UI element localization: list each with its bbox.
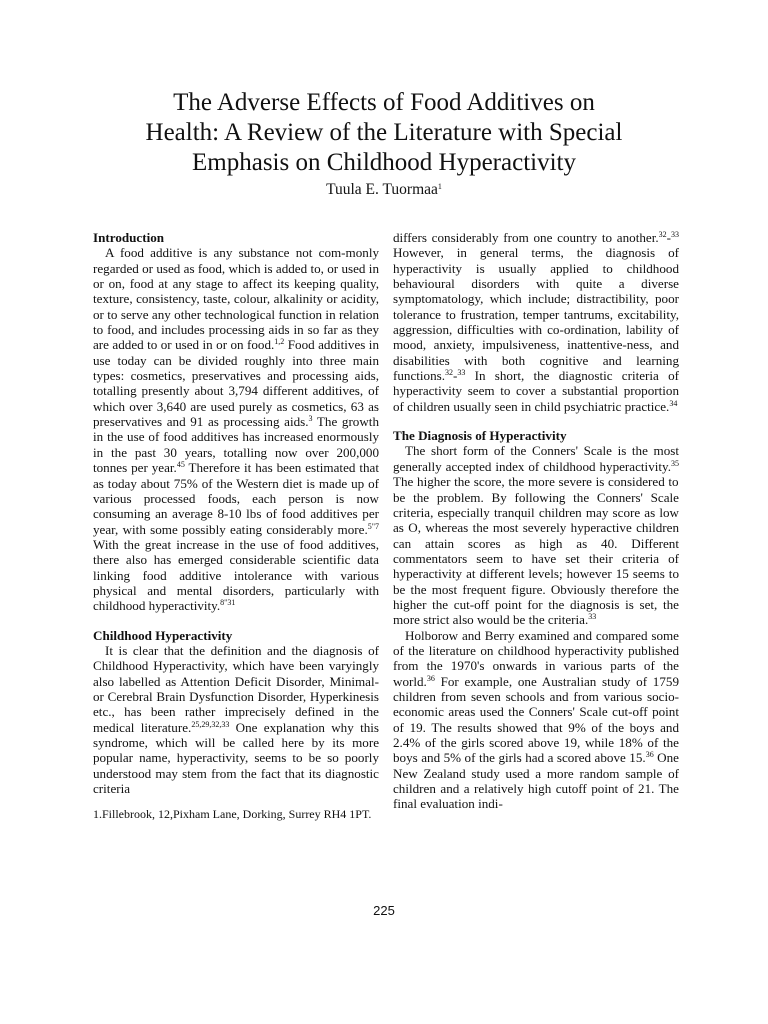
text-run: The short form of the Conners' Scale is the most generally accepted index of childhood hyperactivity. [393, 443, 679, 474]
text-run: It is clear that the definition and the diagnosis of Childhood Hyperactivity, which have been varyingly also labelled as Attention Deficit Disorder, Minimal- or Cerebral Brain Dysfunction Disorder, Hyperkinesis etc., has been rather imprecisely defined in the medical literature. [93, 642, 379, 735]
author-line [60, 180, 708, 200]
diagnosis-paragraph [393, 443, 679, 627]
text-run: However, in general terms, the diagnosis of hyperactivity is usually applied to childhood behavioural disorders with quite a diverse symptomatology, which include; distractibility, poor tolerance to frustration, temper tantrums, excitability, aggression, difficulties with co-ordination, lability of mood, anxiety, impulsiveness, inattentive-ness, and disabilities with both cognitive and learning functions. [393, 245, 679, 384]
citation: 32 [658, 230, 667, 239]
text-run: In short, the diagnostic criteria of hyperactivity seem to cover a substantial proportion of children usually seen in child psychiatric practice. [393, 368, 679, 414]
citation: 45 [176, 460, 185, 470]
citation: 5"7 [367, 521, 379, 531]
citation: 33 [588, 612, 597, 622]
left-column [93, 230, 379, 822]
citation: 1,2 [274, 337, 285, 347]
citation: 25,29,32,33 [191, 719, 230, 729]
text-run: - [666, 230, 671, 245]
citation: 33 [457, 368, 466, 378]
title-line-3: Emphasis on Childhood Hyperactivity [192, 149, 576, 176]
paper-title [60, 88, 708, 178]
text-run: Therefore it has been estimated that as today about 75% of the Western diet is made up of various processed foods, each person is now consuming an average 8-10 lbs of food additives per year, with some possibly eating considerably more. [93, 460, 379, 537]
author-name: Tuula E. Tuormaa [326, 181, 438, 198]
text-run: With the great increase in the use of food additives, there also has emerged considerable scientific data linking food additive intolerance with various physical and mental disorders, particularly with childhood hyperactivity. [93, 536, 379, 614]
text-run: Holborow and Berry examined and compared some of the literature on childhood hyperactivity published from the 1970's onwards in various parts of the world. [393, 627, 679, 689]
text-run: Food additives in use today can be divided roughly into three main types: cosmetics, preservatives and processing aids, totalling presently about 3,794 different additives, of which over 3,640 are used purely as cosmetics, 63 as preservatives and 91 as processing aids. [93, 337, 379, 430]
text-run: One New Zealand study used a more random sample of children and a relatively high cutoff point of 21. The final evaluation indi- [393, 750, 679, 812]
title-line-2: Health: A Review of the Literature with Special [145, 119, 623, 146]
citation: 36 [426, 673, 435, 683]
citation: 35 [671, 458, 679, 468]
text-run: - [453, 368, 458, 384]
citation: 34 [669, 398, 678, 408]
citation: 33 [671, 230, 679, 239]
introduction-heading: Introduction [93, 230, 165, 245]
citation: 8"31 [220, 598, 236, 608]
text-run: The higher the score, the more severe is considered to be the problem. By following the Conners' Scale criteria, especially tranquil children may score as low as O, whereas the most severely hyperactive children can attain scores as high as 40. Different commentators seem to have set their criteria of hyperactivity at different levels; however 15 seems to be the most frequent figure. Obviously therefore the higher the cut-off point for the diagnosis is set, the more strict also would be the criteria. [393, 474, 679, 628]
introduction-paragraph [93, 245, 379, 613]
text-run: One explanation why this syndrome, which will be called here by its more popular name, hyperactivity, seems to be so poorly understood may stem from the fact that its diagnostic criteria [93, 719, 379, 797]
diagnosis-heading: The Diagnosis of Hyperactivity [393, 428, 567, 444]
right-column [393, 230, 679, 812]
author-footnote-marker: 1 [437, 182, 442, 191]
text-run: For example, one Australian study of 1759 children from seven schools and from various socio-economic areas used the Conners' Scale cut-off point of 19. The results showed that 9% of the boys and 2.4% of the girls scored above 19, while 18% of the boys and 5% of the girls had a scored above 15. [393, 673, 679, 766]
childhood-hyperactivity-heading: Childhood Hyperactivity [93, 627, 233, 643]
text-run: A food additive is any substance not com-monly regarded or used as food, which is added to, or used in or on, food at any stage to affect its keeping quality, texture, consistency, taste, colour, alkalinity or acidity, or to serve any other technological function in relation to food, and includes processing aids in so far as they are added to or used in or on food. [93, 245, 379, 353]
holborow-paragraph [393, 628, 679, 812]
title-line-1: The Adverse Effects of Food Additives on [173, 89, 595, 116]
citation: 3 [308, 414, 313, 424]
text-run: differs considerably from one country to another. [393, 230, 659, 245]
continued-paragraph [393, 230, 679, 414]
text-run: The growth in the use of food additives has increased enormously in the past 30 years, totalling now over 200,000 tonnes per year. [93, 414, 379, 476]
affiliation-footnote: 1.Fillebrook, 12,Pixham Lane, Dorking, Surrey RH4 1PT. [93, 807, 372, 822]
childhood-hyperactivity-paragraph [93, 643, 379, 796]
page-number: 225 [373, 903, 395, 918]
citation: 32 [445, 368, 454, 378]
citation: 36 [645, 750, 654, 760]
